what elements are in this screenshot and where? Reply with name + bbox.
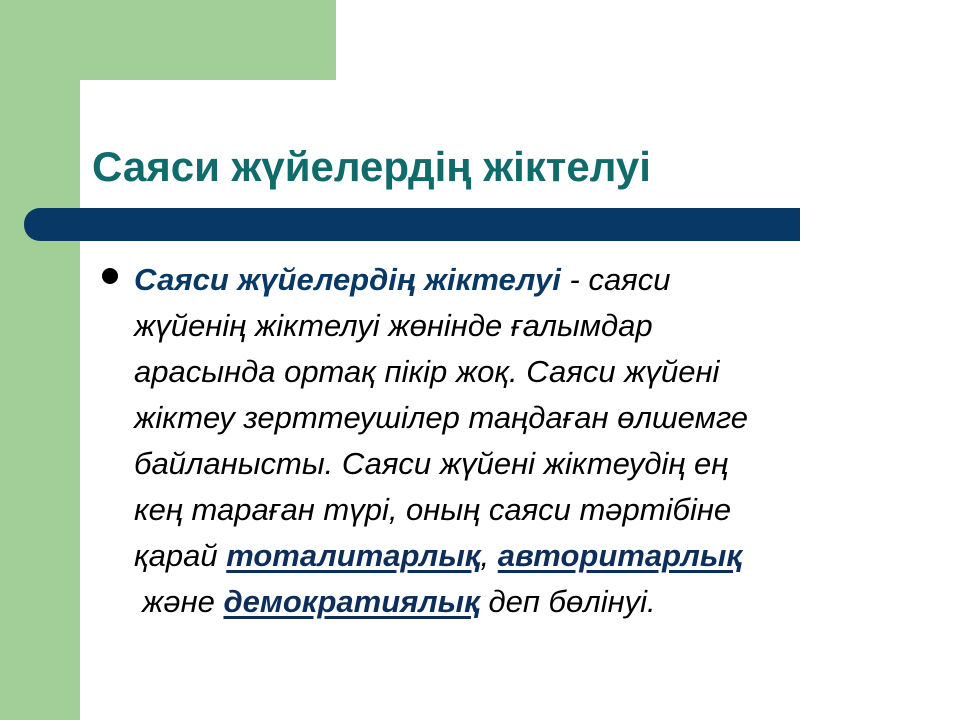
bullet-dot-icon: [102, 268, 118, 284]
bullet-line-8-start: және: [142, 584, 224, 619]
link-democratic[interactable]: демократиялық: [223, 584, 480, 619]
green-left-band: [0, 0, 80, 720]
bullet-line-1-rest: - саяси: [560, 262, 671, 297]
bullet-line-5: байланысты. Саяси жүйені жіктеудің ең: [134, 446, 729, 481]
title-underline-bar: [24, 208, 800, 241]
bullet-line-4: жіктеу зерттеушілер таңдаған өлшемге: [134, 400, 749, 435]
bullet-line-3: арасында ортақ пікір жоқ. Саяси жүйені: [134, 354, 720, 389]
bullet-text: [134, 257, 934, 625]
link-totalitarian[interactable]: тоталитарлық: [226, 538, 481, 573]
bullet-line-7-start: қарай: [134, 538, 227, 573]
link-authoritarian[interactable]: авторитарлық: [497, 538, 743, 573]
bullet-line-7-separator: ,: [480, 538, 498, 573]
bullet-line-1: [134, 257, 934, 303]
bullet-line-8-end: деп бөлінуі.: [479, 584, 656, 619]
bullet-line-7: [134, 533, 934, 579]
bullet-line-2: жүйенің жіктелуі жөнінде ғалымдар: [134, 308, 653, 343]
bullet-term: Саяси жүйелердің жіктелуі: [134, 262, 561, 297]
slide-title: Саяси жүйелердің жіктелуі: [92, 143, 651, 190]
bullet-line-8: [134, 579, 934, 625]
bullet-line-6: кең тараған түрі, оның саяси тәртібіне: [134, 492, 732, 527]
